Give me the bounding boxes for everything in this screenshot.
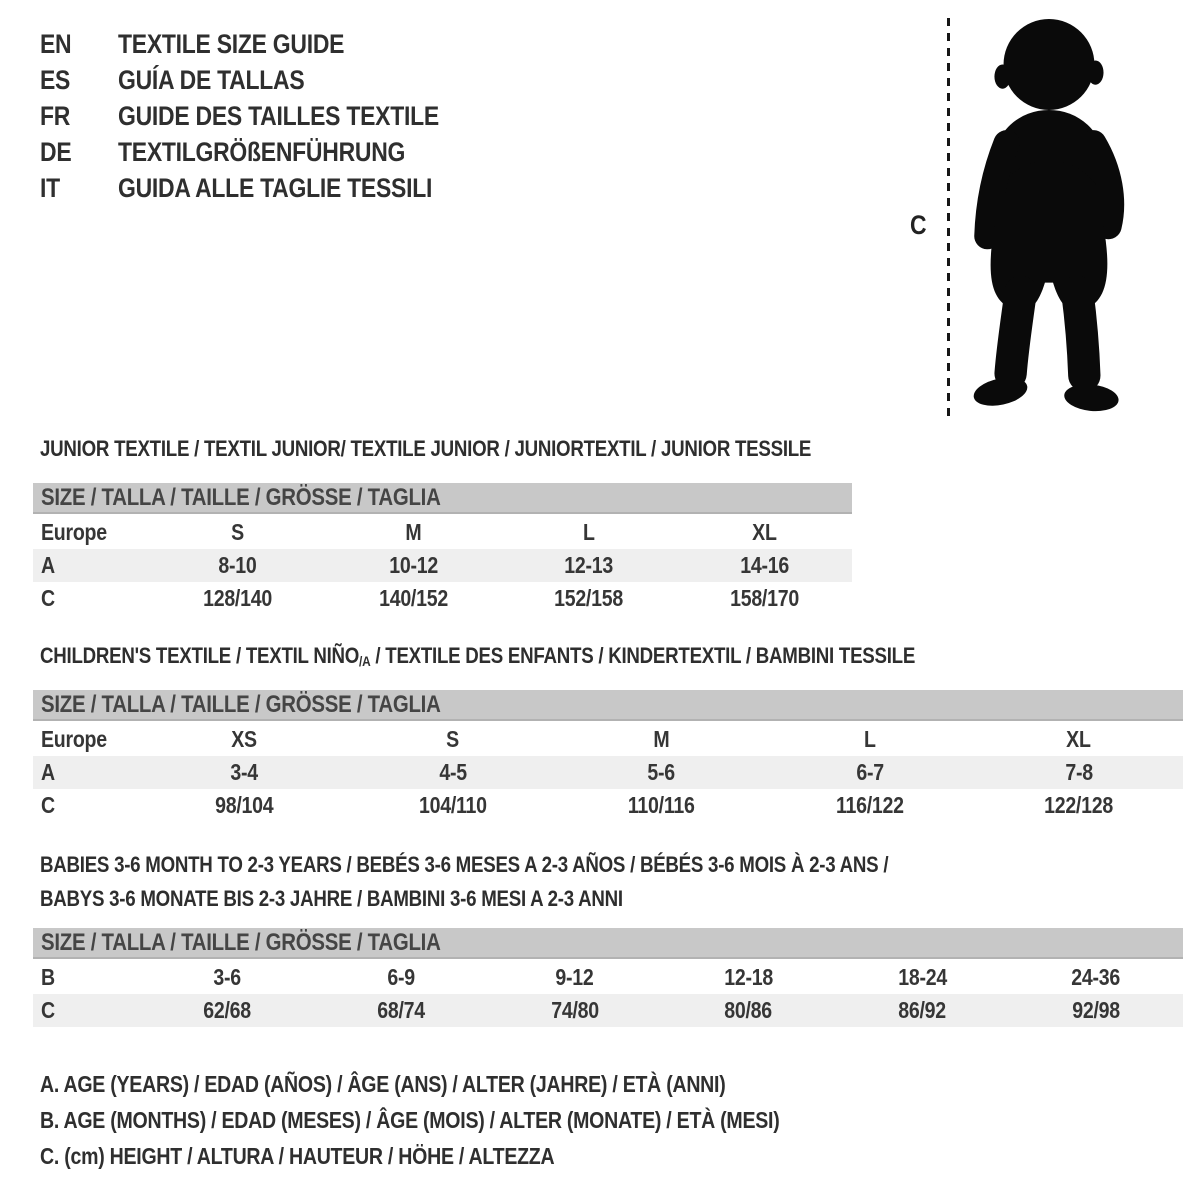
language-title: GUIDE DES TAILLES TEXTILE [118, 100, 439, 131]
table-row-age [33, 549, 852, 582]
footnote-age-months [40, 1102, 910, 1138]
row-label: C [41, 792, 55, 818]
age-cell: 5-6 [647, 759, 676, 785]
size-cell: XL [1066, 726, 1091, 752]
age-cell: 8-10 [218, 552, 257, 578]
age-cell: 12-13 [564, 552, 614, 578]
language-row [40, 98, 496, 134]
height-cell: 62/68 [203, 997, 251, 1023]
height-cell: 122/128 [1044, 792, 1114, 818]
height-cell: 140/152 [378, 585, 448, 611]
table-header-row [33, 928, 1183, 959]
size-cell: S [231, 519, 245, 545]
height-measure-line [947, 18, 950, 418]
children-size-table [33, 690, 1183, 822]
language-code: EN [40, 28, 72, 59]
language-title: GUIDA ALLE TAGLIE TESSILI [118, 172, 433, 203]
table-row-height [33, 582, 852, 615]
language-code: ES [40, 64, 71, 95]
section-title-children-text: CHILDREN'S TEXTILE / TEXTIL NIÑO/A / TEXTILE DES ENFANTS / KINDERTEXTIL / BAMBINI TESSILE [40, 643, 916, 669]
legend-footnotes [40, 1066, 910, 1174]
height-cell: 92/98 [1072, 997, 1120, 1023]
size-cell: M [405, 519, 422, 545]
months-cell: 12-18 [724, 964, 773, 990]
months-cell: 9-12 [555, 964, 594, 990]
table-header-label: SIZE / TALLA / TAILLE / GRÖSSE / TAGLIA [41, 928, 441, 956]
table-header-row [33, 690, 1183, 721]
height-measure-label: C [910, 210, 927, 240]
table-header-label: SIZE / TALLA / TAILLE / GRÖSSE / TAGLIA [41, 483, 441, 511]
toddler-silhouette-icon [958, 14, 1144, 422]
table-row-months [33, 961, 1183, 994]
language-title-list [40, 26, 496, 206]
footnote-text: A. AGE (YEARS) / EDAD (AÑOS) / ÂGE (ANS) / ALTER (JAHRE) / ETÀ (ANNI) [40, 1070, 726, 1097]
size-cell: L [864, 726, 876, 752]
size-cell: XL [752, 519, 777, 545]
height-cell: 152/158 [554, 585, 624, 611]
row-label: A [41, 759, 55, 785]
age-cell: 7-8 [1064, 759, 1093, 785]
language-row [40, 26, 496, 62]
junior-size-table [33, 483, 852, 615]
table-row-height [33, 789, 1183, 822]
table-row-europe [33, 516, 852, 549]
language-title: TEXTILE SIZE GUIDE [118, 28, 345, 59]
size-cell: XS [231, 726, 258, 752]
section-title-junior [40, 436, 947, 462]
section-title-babies-line1: BABIES 3-6 MONTH TO 2-3 YEARS / BEBÉS 3-6 MESES A 2-3 AÑOS / BÉBÉS 3-6 MOIS À 2-3 ANS / [40, 852, 889, 877]
footnote-age-years [40, 1066, 910, 1102]
row-label: C [41, 997, 55, 1023]
babies-size-table [33, 928, 1183, 1027]
months-cell: 18-24 [897, 964, 947, 990]
footnote-text: C. (cm) HEIGHT / ALTURA / HAUTEUR / HÖHE / ALTEZZA [40, 1142, 555, 1169]
section-title-children [40, 643, 1069, 674]
row-label: C [41, 585, 55, 611]
size-cell: M [653, 726, 670, 752]
row-label: Europe [41, 519, 107, 545]
language-row [40, 62, 496, 98]
months-cell: 6-9 [386, 964, 415, 990]
size-cell: L [582, 519, 595, 545]
age-cell: 4-5 [439, 759, 467, 785]
height-cell: 116/122 [836, 792, 904, 818]
language-code: FR [40, 100, 71, 131]
height-cell: 158/170 [729, 585, 799, 611]
section-title-babies [40, 848, 1038, 916]
language-title: TEXTILGRÖßENFÜHRUNG [118, 136, 406, 167]
table-row-europe [33, 723, 1183, 756]
size-cell: S [446, 726, 460, 752]
months-cell: 3-6 [213, 964, 241, 990]
row-label: Europe [41, 726, 107, 752]
footnote-height-cm [40, 1138, 910, 1174]
age-cell: 10-12 [388, 552, 438, 578]
language-code: IT [40, 172, 60, 203]
age-cell: 3-4 [230, 759, 259, 785]
height-cell: 98/104 [215, 792, 274, 818]
months-cell: 24-36 [1071, 964, 1121, 990]
language-row [40, 134, 496, 170]
height-cell: 68/74 [376, 997, 425, 1023]
language-row [40, 170, 496, 206]
footnote-text: B. AGE (MONTHS) / EDAD (MESES) / ÂGE (MOIS) / ALTER (MONATE) / ETÀ (MESI) [40, 1106, 780, 1133]
language-title: GUÍA DE TALLAS [118, 64, 305, 95]
height-cell: 110/116 [628, 792, 695, 818]
section-title-junior-text: JUNIOR TEXTILE / TEXTIL JUNIOR/ TEXTILE JUNIOR / JUNIORTEXTIL / JUNIOR TESSILE [40, 436, 812, 461]
height-cell: 74/80 [550, 997, 599, 1023]
row-label: B [41, 964, 55, 990]
table-row-height [33, 994, 1183, 1027]
language-code: DE [40, 136, 72, 167]
height-cell: 80/86 [724, 997, 773, 1023]
height-cell: 104/110 [418, 792, 487, 818]
section-title-babies-line2: BABYS 3-6 MONATE BIS 2-3 JAHRE / BAMBINI 3-6 MESI A 2-3 ANNI [40, 886, 623, 911]
age-cell: 14-16 [739, 552, 789, 578]
table-header-row [33, 483, 852, 514]
height-cell: 86/92 [898, 997, 947, 1023]
height-cell: 128/140 [203, 585, 273, 611]
age-cell: 6-7 [856, 759, 884, 785]
table-row-age [33, 756, 1183, 789]
row-label: A [41, 552, 55, 578]
table-header-label: SIZE / TALLA / TAILLE / GRÖSSE / TAGLIA [41, 690, 441, 718]
